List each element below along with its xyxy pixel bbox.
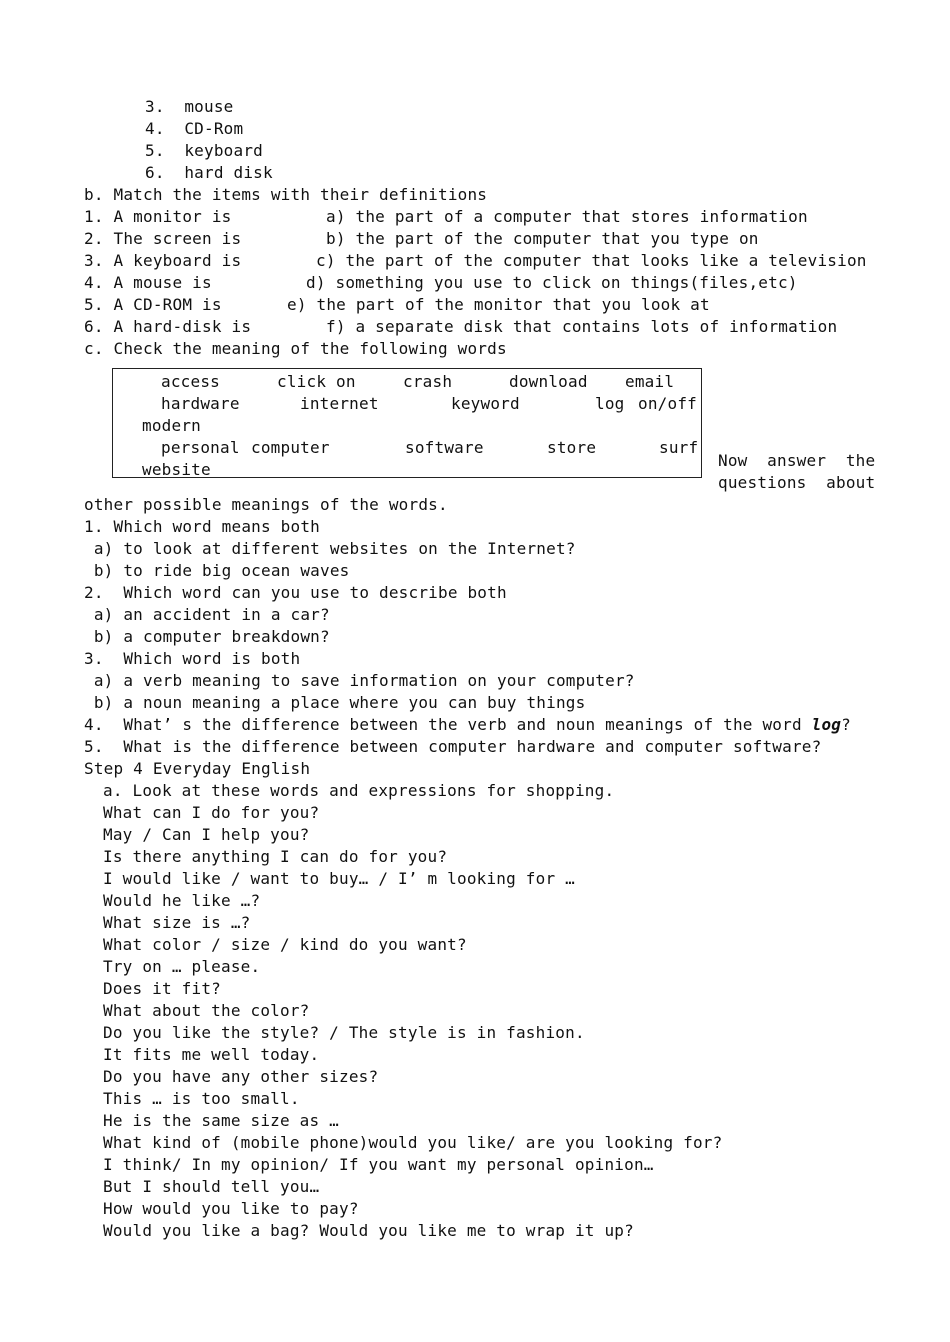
- step-heading: Step 4 Everyday English: [84, 759, 311, 778]
- list-item: 6. hard disk: [145, 163, 273, 182]
- box-word: personal: [161, 438, 240, 457]
- section-heading-check: c. Check the meaning of the following words: [84, 339, 507, 358]
- box-word: click on: [277, 372, 356, 391]
- match-right-item: b) the part of the computer that you type on: [326, 229, 759, 248]
- expression-line: What kind of (mobile phone)would you like/ are you looking for?: [103, 1133, 723, 1152]
- box-word: access: [161, 372, 220, 391]
- match-right-item: e) the part of the monitor that you look at: [287, 295, 710, 314]
- box-word: modern: [142, 416, 201, 435]
- box-word: log: [595, 394, 625, 413]
- question-4: [84, 714, 851, 736]
- expression-line: What size is …?: [103, 913, 251, 932]
- question-4-text: 4. What’ s the difference between the verb and noun meanings of the word: [84, 715, 812, 734]
- expression-line: He is the same size as …: [103, 1111, 339, 1130]
- box-word: internet: [300, 394, 379, 413]
- expression-line: I would like / want to buy… / I’ m looking for …: [103, 869, 575, 888]
- paragraph-continuation: other possible meanings of the words.: [84, 495, 448, 514]
- list-item: 3. mouse: [145, 97, 234, 116]
- box-word: surf: [659, 438, 699, 457]
- expression-line: How would you like to pay?: [103, 1199, 359, 1218]
- box-word: website: [142, 460, 211, 479]
- expression-line: But I should tell you…: [103, 1177, 320, 1196]
- match-right-item: d) something you use to click on things(files,etc): [306, 273, 798, 292]
- side-note-line: questions about: [718, 473, 876, 492]
- expression-line: Try on … please.: [103, 957, 261, 976]
- question-line: a) an accident in a car?: [84, 605, 330, 624]
- match-left-item: 4. A mouse is: [84, 273, 212, 292]
- section-heading-match: b. Match the items with their definitions: [84, 185, 488, 204]
- expression-line: May / Can I help you?: [103, 825, 310, 844]
- list-item: 5. keyboard: [145, 141, 263, 160]
- expression-line: I think/ In my opinion/ If you want my personal opinion…: [103, 1155, 654, 1174]
- match-right-item: a) the part of a computer that stores information: [326, 207, 808, 226]
- expression-line: Do you like the style? / The style is in fashion.: [103, 1023, 585, 1042]
- match-left-item: 5. A CD-ROM is: [84, 295, 222, 314]
- box-word: crash: [403, 372, 453, 391]
- expression-line: Would he like …?: [103, 891, 261, 910]
- list-item: 4. CD-Rom: [145, 119, 244, 138]
- expression-line: What can I do for you?: [103, 803, 320, 822]
- box-word: software: [405, 438, 484, 457]
- expression-line: Do you have any other sizes?: [103, 1067, 379, 1086]
- expression-line: What about the color?: [103, 1001, 310, 1020]
- word-box: [112, 368, 702, 478]
- match-left-item: 2. The screen is: [84, 229, 242, 248]
- match-right-item: f) a separate disk that contains lots of information: [326, 317, 838, 336]
- box-word: email: [625, 372, 675, 391]
- expression-line: Is there anything I can do for you?: [103, 847, 448, 866]
- expression-line: Would you like a bag? Would you like me to wrap it up?: [103, 1221, 634, 1240]
- expression-line: What color / size / kind do you want?: [103, 935, 467, 954]
- box-word: on/off: [638, 394, 697, 413]
- question-line: 2. Which word can you use to describe both: [84, 583, 507, 602]
- box-word: hardware: [161, 394, 240, 413]
- expression-line: This … is too small.: [103, 1089, 300, 1108]
- box-word: keyword: [451, 394, 520, 413]
- match-left-item: 1. A monitor is: [84, 207, 232, 226]
- question-line: a) a verb meaning to save information on your computer?: [84, 671, 635, 690]
- question-line: a) to look at different websites on the Internet?: [84, 539, 576, 558]
- question-line: b) a noun meaning a place where you can buy things: [84, 693, 586, 712]
- question-line: b) a computer breakdown?: [84, 627, 330, 646]
- box-word: download: [509, 372, 588, 391]
- match-left-item: 6. A hard-disk is: [84, 317, 252, 336]
- expression-line: Does it fit?: [103, 979, 221, 998]
- box-word: store: [547, 438, 597, 457]
- emphasized-word: log: [811, 715, 842, 734]
- match-left-item: 3. A keyboard is: [84, 251, 242, 270]
- question-line: 1. Which word means both: [84, 517, 320, 536]
- expression-line: a. Look at these words and expressions for shopping.: [103, 781, 615, 800]
- expression-line: It fits me well today.: [103, 1045, 320, 1064]
- question-line: 3. Which word is both: [84, 649, 301, 668]
- question-5: 5. What is the difference between computer hardware and computer software?: [84, 737, 822, 756]
- side-note-line: Now answer the: [718, 451, 876, 470]
- question-4-mark: ?: [841, 715, 851, 734]
- question-line: b) to ride big ocean waves: [84, 561, 350, 580]
- match-right-item: c) the part of the computer that looks like a television: [316, 251, 867, 270]
- box-word: computer: [251, 438, 330, 457]
